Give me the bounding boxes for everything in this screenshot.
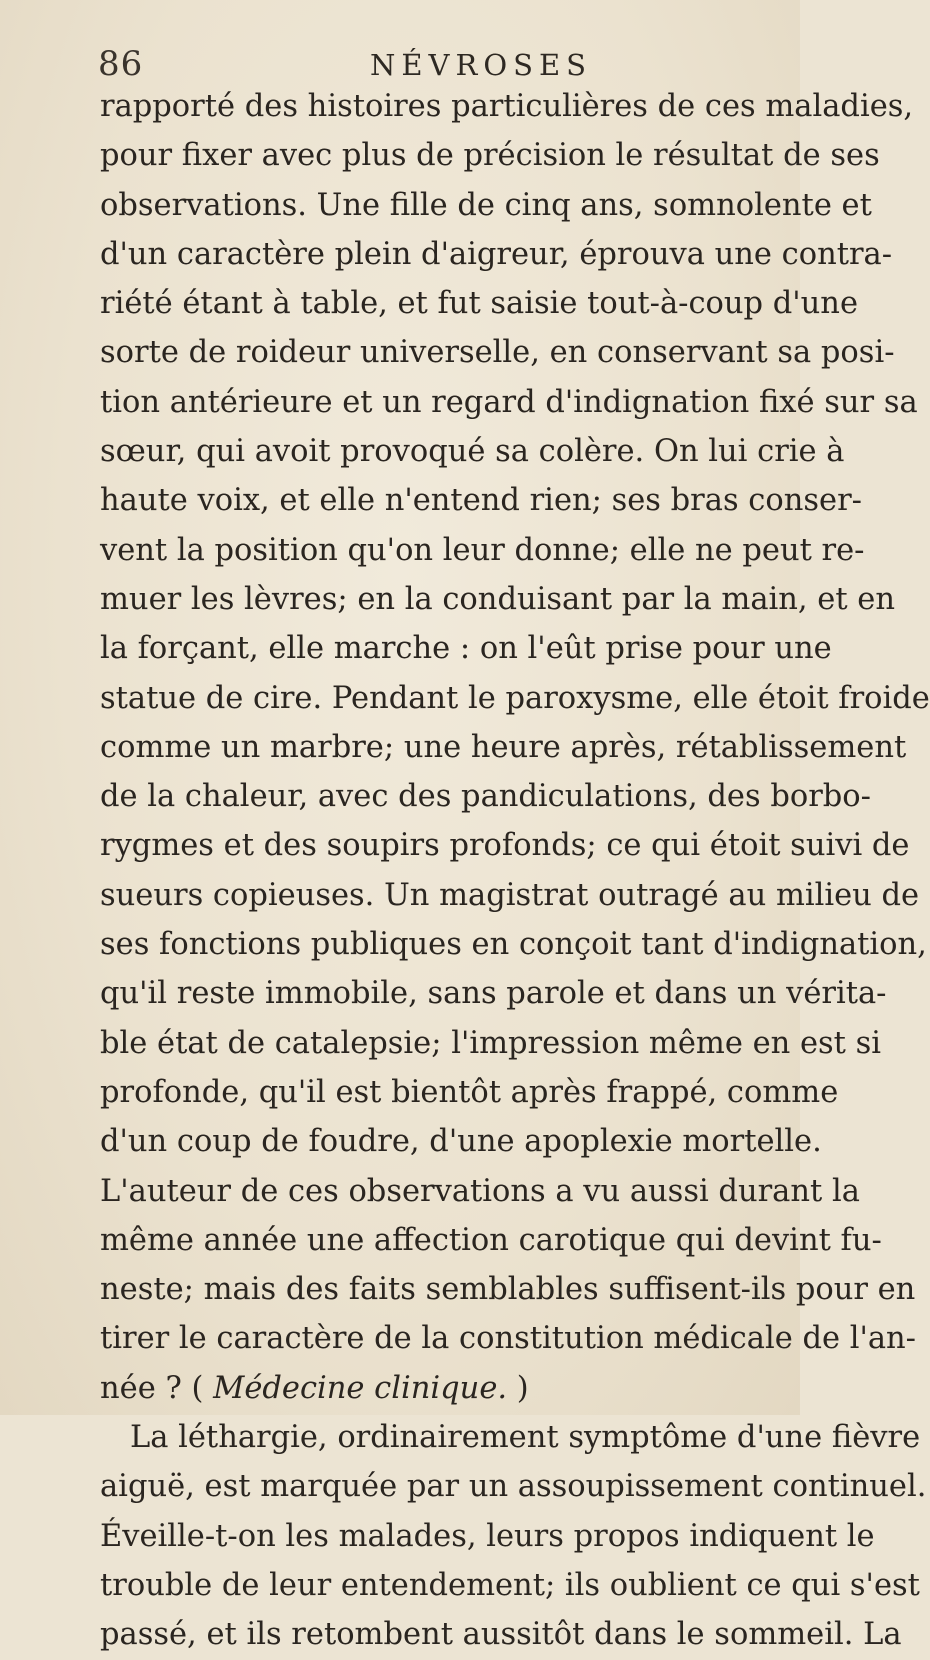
text-line: même année une affection carotique qui devint fu- (100, 1222, 882, 1258)
text-line: d'un coup de foudre, d'une apoplexie mortelle. (100, 1124, 822, 1160)
citation-line (100, 1364, 770, 1413)
text-line: muer les lèvres; en la conduisant par la main, et en (100, 581, 895, 617)
text-line: rapporté des histoires particulières de ces maladies, (100, 89, 914, 124)
text-line: Éveille-t-on les malades, leurs propos indiquent le (100, 1518, 875, 1554)
text-line: comme un marbre; une heure après, rétablissement (100, 729, 907, 765)
text-line: tion antérieure et un regard d'indignation fixé sur sa (100, 384, 918, 420)
text-line: sueurs copieuses. Un magistrat outragé au milieu de (100, 877, 920, 913)
text-line: pour fixer avec plus de précision le résultat de ses (100, 138, 880, 174)
text-line: observations. Une fille de cinq ans, somnolente et (100, 187, 872, 223)
citation-prefix: née ? ( (100, 1370, 204, 1406)
text-line: rygmes et des soupirs profonds; ce qui étoit suivi de (100, 828, 910, 864)
running-title: NÉVROSES (370, 48, 592, 82)
page-number: 86 (98, 44, 144, 84)
paragraph-first-line: La léthargie, ordinairement symptôme d'une fièvre (130, 1420, 921, 1456)
text-line: aiguë, est marquée par un assoupissement continuel. (100, 1469, 927, 1505)
text-line: la forçant, elle marche : on l'eût prise pour une (100, 631, 832, 667)
running-head (30, 38, 772, 84)
text-line: profonde, qu'il est bientôt après frappé, comme (100, 1074, 839, 1110)
text-line: trouble de leur entendement; ils oublient ce qui s'est (100, 1567, 920, 1603)
text-line: ses fonctions publiques en conçoit tant d'indignation, (100, 927, 927, 963)
text-line: vent la position qu'on leur donne; elle ne peut re- (100, 532, 865, 568)
text-line: d'un caractère plein d'aigreur, éprouva une contra- (100, 236, 893, 272)
text-line: qu'il reste immobile, sans parole et dans un vérita- (100, 976, 887, 1012)
text-line: riété étant à table, et fut saisie tout-à-coup d'une (100, 286, 859, 322)
citation-source: Médecine clinique. (213, 1370, 508, 1406)
text-line: statue de cire. Pendant le paroxysme, elle étoit froide (100, 680, 930, 716)
body-text (30, 82, 930, 1660)
text-line: neste; mais des faits semblables suffisent-ils pour en (100, 1272, 916, 1308)
citation-suffix: ) (516, 1370, 529, 1406)
text-line: ble état de catalepsie; l'impression même en est si (100, 1025, 882, 1061)
text-line: tirer le caractère de la constitution médicale de l'an- (100, 1321, 916, 1357)
text-line: sorte de roideur universelle, en conservant sa posi- (100, 335, 895, 371)
text-line: haute voix, et elle n'entend rien; ses bras conser- (100, 483, 862, 519)
text-line: de la chaleur, avec des pandiculations, des borbo- (100, 779, 871, 815)
text-line: L'auteur de ces observations a vu aussi durant la (100, 1173, 860, 1209)
text-line: passé, et ils retombent aussitôt dans le sommeil. La (100, 1617, 902, 1653)
text-line: sœur, qui avoit provoqué sa colère. On lui crie à (100, 434, 845, 470)
